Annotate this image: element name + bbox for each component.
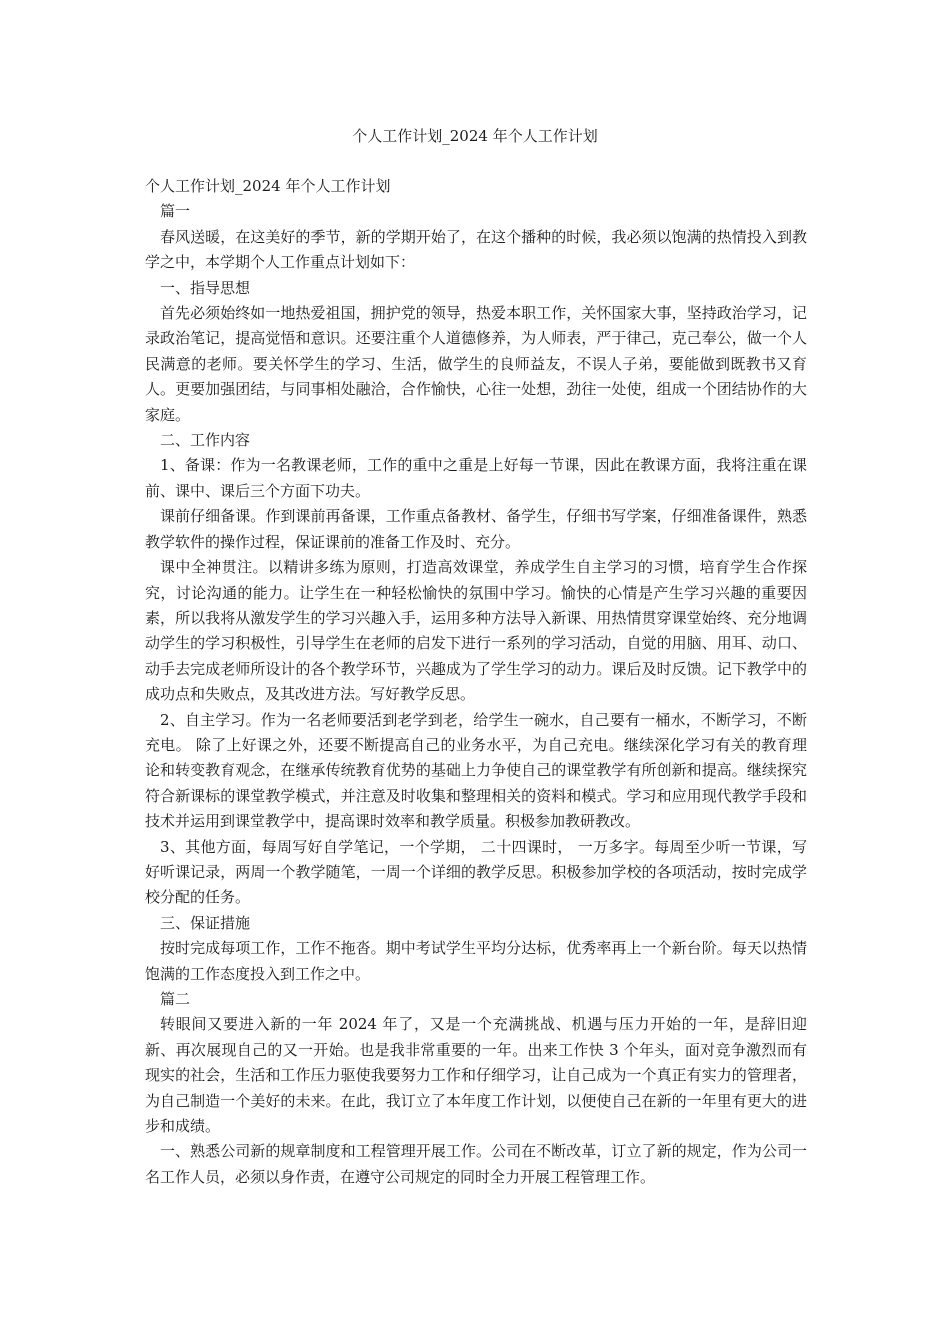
paragraph: 一、熟悉公司新的规章制度和工程管理开展工作。公司在不断改革，订立了新的规定，作为公司一名工作人员，必须以身作责，在遵守公司规定的同时全力开展工程管理工作。 bbox=[145, 1142, 807, 1186]
paragraph: 春风送暖，在这美好的季节，新的学期开始了，在这个播种的时候，我必须以饱满的热情投入到教学之中，本学期个人工作重点计划如下： bbox=[145, 227, 807, 272]
paragraph: 首先必须始终如一地热爱祖国，拥护党的领导，热爱本职工作，关怀国家大事，坚持政治学习，记录政治笔记，提高觉悟和意识。还要注重个人道德修养，为人师表，严于律己，克己奉公，做一个人民满意的老师。要关怀学生的学习、生活，做学生的良师益友，不误人子弟，要能做到既教书又育人。更要加强团结，与同事相处融洽，合作愉快，心往一处想，劲往一处使，组成一个团结协作的大家庭。 bbox=[145, 304, 807, 424]
document-title: 个人工作计划_2024 年个人工作计划 bbox=[352, 127, 598, 145]
paragraph: 1、备课：作为一名教课老师，工作的重中之重是上好每一节课，因此在教课方面，我将注重在课前、课中、课后三个方面下功夫。 bbox=[145, 456, 807, 500]
section-heading: 二、工作内容 bbox=[160, 431, 251, 450]
section-heading: 篇二 bbox=[160, 990, 191, 1008]
paragraph: 课前仔细备课。作到课前再备课，工作重点备教材、备学生，仔细书写学案，仔细准备课件，熟悉教学软件的操作过程，保证课前的准备工作及时、充分。 bbox=[145, 507, 807, 551]
section-heading: 一、指导思想 bbox=[160, 278, 251, 297]
paragraph: 3、其他方面，每周写好自学笔记，一个学期， 二十四课时， 一万多字。每周至少听一节课，写好听课记录，两周一个教学随笔，一周一个详细的教学反思。积极参加学校的各项活动，按时完成学校分配的任务。 bbox=[145, 837, 807, 907]
paragraph: 2、自主学习。作为一名老师要活到老学到老，给学生一碗水，自己要有一桶水，不断学习，不断充电。 除了上好课之外，还要不断提高自己的业务水平，为自己充电。继续深化学习有关的教育理论和转变教育观念，在继承传统教育优势的基础上力争使自己的课堂教学有所创新和提高。继续探究符合新课标的课堂教学模式，并注意及时收集和整理相关的资料和模式。学习和应用现代教学手段和技术并运用到课堂教学中，提高课时效率和教学质量。积极参加教研教改。 bbox=[145, 710, 807, 831]
document-body bbox=[145, 174, 807, 1190]
section-heading: 三、保证措施 bbox=[160, 913, 251, 932]
document-subtitle: 个人工作计划_2024 年个人工作计划 bbox=[145, 177, 391, 195]
paragraph: 课中全神贯注。以精讲多练为原则，打造高效课堂，养成学生自主学习的习惯，培育学生合作探究，讨论沟通的能力。让学生在一种轻松愉快的氛围中学习。愉快的心情是产生学习兴趣的重要因素，所以我将从激发学生的学习兴趣入手，运用多种方法导入新课、用热情贯穿课堂始终、充分地调动学生的学习积极性，引导学生在老师的启发下进行一系列的学习活动，自觉的用脑、用耳、动口、动手去完成老师所设计的各个教学环节，兴趣成为了学生学习的动力。课后及时反馈。记下教学中的成功点和失败点，及其改进方法。写好教学反思。 bbox=[145, 558, 807, 704]
paragraph: 按时完成每项工作，工作不拖沓。期中考试学生平均分达标，优秀率再上一个新台阶。每天以热情饱满的工作态度投入到工作之中。 bbox=[145, 939, 807, 983]
section-heading: 篇一 bbox=[160, 202, 191, 221]
paragraph: 转眼间又要进入新的一年 2024 年了，又是一个充满挑战、机遇与压力开始的一年，是辞旧迎新、再次展现自己的又一开始。也是我非常重要的一年。出来工作快 3 个年头，面对竞争激烈而有现实的社会，生活和工作压力驱使我要努力工作和仔细学习，让自己成为一个真正有实力的管理者，为自己制造一个美好的未来。在此，我订立了本年度工作计划，以便使自己在新的一年里有更大的进步和成绩。 bbox=[145, 1015, 807, 1136]
